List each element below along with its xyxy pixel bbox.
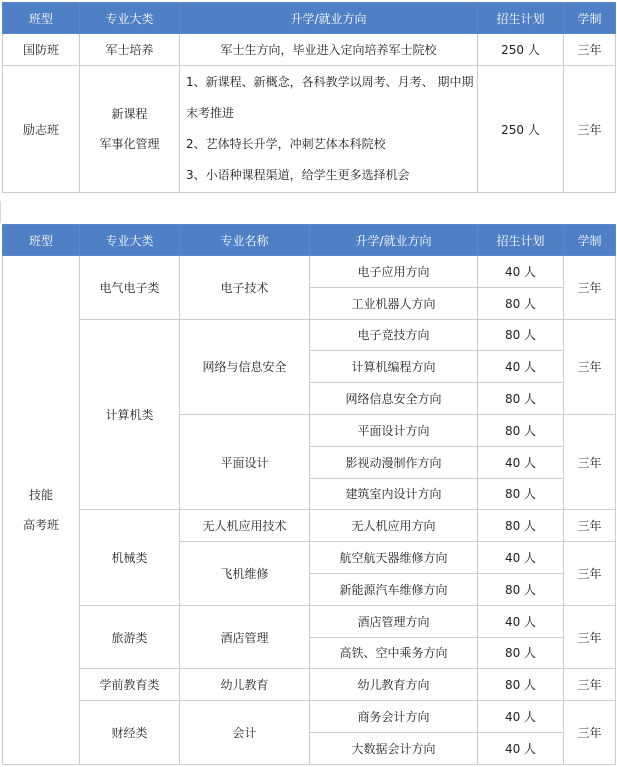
class-type-cell: 励志班 — [3, 66, 80, 193]
table-header-row — [3, 3, 616, 34]
table-row — [3, 701, 616, 733]
direction-cell: 网络信息安全方向 — [310, 383, 478, 415]
major-cell: 会计 — [180, 701, 310, 765]
category-cell: 学前教育类 — [80, 669, 180, 701]
major-cell: 电子技术 — [180, 256, 310, 320]
class-type-line: 技能 — [28, 487, 53, 502]
direction-cell: 计算机编程方向 — [310, 351, 478, 383]
plan-cell: 80 人 — [478, 637, 564, 669]
plan-cell: 40 人 — [478, 701, 564, 733]
direction-cell: 建筑室内设计方向 — [310, 478, 478, 510]
table-row — [3, 319, 616, 351]
direction-line: 1、新课程、新概念，各科教学以周考、月考、 期中期 — [186, 75, 474, 89]
header-class-type: 班型 — [3, 3, 80, 34]
major-cell: 网络与信息安全 — [180, 319, 310, 414]
header-major: 专业名称 — [180, 225, 310, 256]
plan-cell: 40 人 — [478, 446, 564, 478]
plan-cell: 80 人 — [478, 573, 564, 605]
major-cell: 酒店管理 — [180, 605, 310, 669]
direction-cell: 高铁、空中乘务方向 — [310, 637, 478, 669]
direction-cell — [180, 66, 478, 193]
direction-cell: 航空航天器维修方向 — [310, 542, 478, 574]
plan-cell: 80 人 — [478, 414, 564, 446]
direction-line: 3、小语种课程渠道，给学生更多选择机会 — [186, 168, 410, 182]
years-cell: 三年 — [564, 256, 616, 320]
plan-cell: 40 人 — [478, 542, 564, 574]
years-cell: 三年 — [564, 542, 616, 606]
header-plan: 招生计划 — [478, 225, 564, 256]
plan-cell: 80 人 — [478, 478, 564, 510]
direction-cell: 工业机器人方向 — [310, 287, 478, 319]
category-cell: 财经类 — [80, 701, 180, 765]
plan-cell: 80 人 — [478, 287, 564, 319]
table-header-row — [3, 225, 616, 256]
header-years: 学制 — [564, 225, 616, 256]
header-years: 学制 — [564, 3, 616, 34]
plan-cell: 80 人 — [478, 669, 564, 701]
program-table-1 — [2, 2, 616, 193]
direction-cell: 无人机应用方向 — [310, 510, 478, 542]
class-type-line: 高考班 — [22, 517, 59, 532]
class-type-cell: 国防班 — [3, 34, 80, 66]
class-type-cell — [3, 256, 80, 765]
plan-cell: 80 人 — [478, 319, 564, 351]
category-cell: 机械类 — [80, 510, 180, 605]
table-row — [3, 256, 616, 288]
category-cell: 旅游类 — [80, 605, 180, 669]
years-cell: 三年 — [564, 669, 616, 701]
plan-cell: 40 人 — [478, 732, 564, 764]
category-line: 军事化管理 — [99, 137, 160, 151]
direction-cell: 影视动漫制作方向 — [310, 446, 478, 478]
plan-cell: 80 人 — [478, 383, 564, 415]
direction-cell: 电子竞技方向 — [310, 319, 478, 351]
direction-cell: 幼儿教育方向 — [310, 669, 478, 701]
major-cell: 平面设计 — [180, 414, 310, 509]
header-class-type: 班型 — [3, 225, 80, 256]
plan-cell: 40 人 — [478, 351, 564, 383]
direction-cell: 军士生方向，毕业进入定向培养军士院校 — [180, 34, 478, 66]
direction-cell: 平面设计方向 — [310, 414, 478, 446]
category-cell: 计算机类 — [80, 319, 180, 510]
major-cell: 无人机应用技术 — [180, 510, 310, 542]
table-row — [3, 510, 616, 542]
header-category: 专业大类 — [80, 3, 180, 34]
plan-cell: 40 人 — [478, 605, 564, 637]
plan-cell: 80 人 — [478, 510, 564, 542]
direction-line: 末考推进 — [186, 106, 235, 120]
years-cell: 三年 — [564, 701, 616, 765]
category-cell: 电气电子类 — [80, 256, 180, 320]
plan-cell: 250 人 — [478, 34, 564, 66]
years-cell: 三年 — [564, 319, 616, 414]
header-category: 专业大类 — [80, 225, 180, 256]
years-cell: 三年 — [564, 66, 616, 193]
years-cell: 三年 — [564, 34, 616, 66]
table-row — [3, 34, 616, 66]
category-cell — [80, 66, 180, 193]
header-direction: 升学/就业方向 — [180, 3, 478, 34]
plan-cell: 40 人 — [478, 256, 564, 288]
gap-divider — [0, 201, 7, 223]
direction-cell: 酒店管理方向 — [310, 605, 478, 637]
header-plan: 招生计划 — [478, 3, 564, 34]
category-cell: 军士培养 — [80, 34, 180, 66]
major-cell: 幼儿教育 — [180, 669, 310, 701]
years-cell: 三年 — [564, 510, 616, 542]
direction-cell: 大数据会计方向 — [310, 732, 478, 764]
table-row — [3, 66, 616, 193]
plan-cell: 250 人 — [478, 66, 564, 193]
direction-cell: 电子应用方向 — [310, 256, 478, 288]
direction-cell: 新能源汽车维修方向 — [310, 573, 478, 605]
years-cell: 三年 — [564, 605, 616, 669]
table-gap — [0, 193, 617, 223]
category-line: 新课程 — [111, 107, 148, 121]
direction-cell: 商务会计方向 — [310, 701, 478, 733]
table-row — [3, 605, 616, 637]
years-cell: 三年 — [564, 414, 616, 509]
program-table-2 — [2, 224, 616, 765]
direction-line: 2、艺体特长升学，冲刺艺体本科院校 — [186, 137, 386, 151]
table-row — [3, 669, 616, 701]
major-cell: 飞机维修 — [180, 542, 310, 606]
header-direction: 升学/就业方向 — [310, 225, 478, 256]
